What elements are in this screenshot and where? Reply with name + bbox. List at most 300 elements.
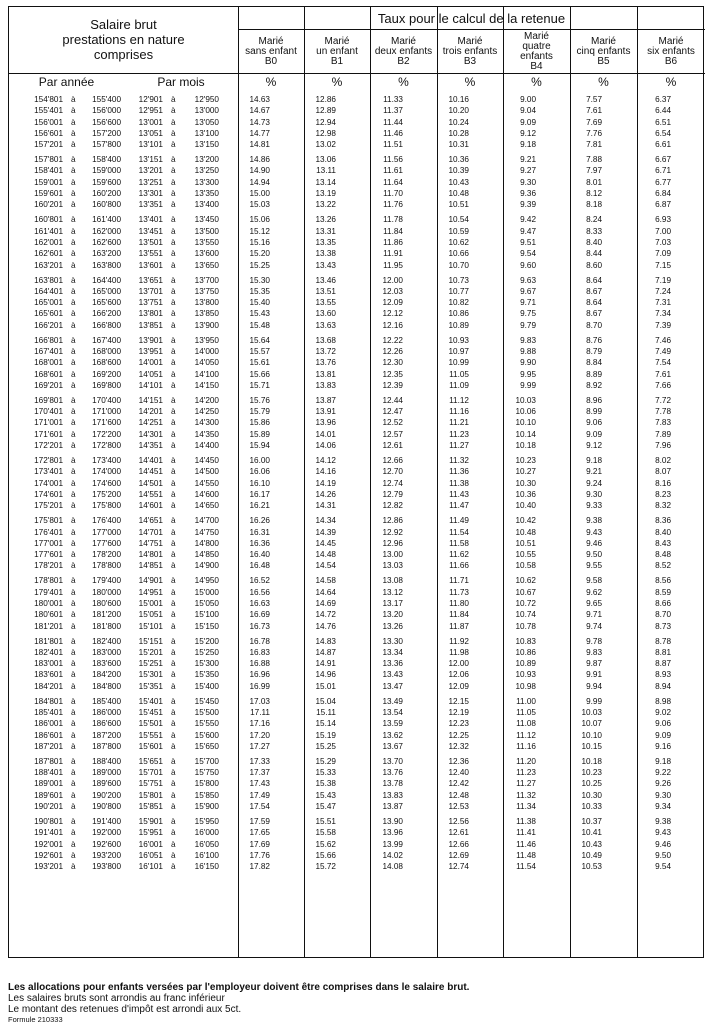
range-separator: à	[71, 346, 76, 356]
annual-from: 161'401	[34, 226, 63, 236]
monthly-from: 15'101	[138, 621, 163, 631]
monthly-from: 14'301	[138, 429, 163, 439]
table-row	[9, 790, 703, 801]
rate-b1: 14.69	[315, 598, 336, 608]
rate-b6: 8.07	[655, 467, 671, 477]
range-separator: à	[71, 429, 76, 439]
rate-b6: 6.87	[655, 200, 671, 210]
rate-b0: 15.76	[249, 395, 270, 405]
range-separator: à	[171, 708, 176, 718]
rate-b0: 15.64	[249, 335, 270, 345]
rate-b6: 9.09	[655, 730, 671, 740]
annual-to: 186'600	[92, 719, 121, 729]
rate-b4: 10.42	[515, 516, 536, 526]
rate-b2: 11.61	[383, 166, 403, 176]
rate-b4: 10.78	[515, 621, 536, 631]
table-row	[9, 756, 703, 767]
column-header-b5: Marié cinq enfants B5	[576, 36, 631, 67]
rate-b6: 6.93	[655, 215, 671, 225]
range-separator: à	[71, 561, 76, 571]
rate-b4: 9.54	[520, 249, 536, 259]
range-separator: à	[171, 335, 176, 345]
annual-to: 174'600	[92, 478, 121, 488]
rate-b5: 9.50	[586, 550, 602, 560]
table-row	[9, 455, 703, 466]
monthly-from: 15'651	[138, 756, 163, 766]
rate-b3: 12.40	[448, 768, 469, 778]
monthly-to: 15'350	[194, 670, 219, 680]
annual-from: 190'801	[34, 817, 63, 827]
monthly-to: 14'700	[194, 516, 219, 526]
rate-b3: 11.05	[449, 369, 469, 379]
range-separator: à	[71, 320, 76, 330]
rate-b3: 10.51	[448, 200, 469, 210]
annual-to: 166'200	[92, 309, 121, 319]
monthly-to: 13'900	[194, 320, 219, 330]
rate-b0: 15.89	[249, 429, 270, 439]
annual-from: 174'001	[34, 478, 63, 488]
rate-b1: 15.72	[315, 862, 336, 872]
annual-to: 193'200	[92, 850, 121, 860]
rate-b3: 11.38	[449, 478, 469, 488]
range-separator: à	[71, 286, 76, 296]
table-row	[9, 778, 703, 789]
annual-to: 171'000	[92, 407, 121, 417]
range-separator: à	[71, 489, 76, 499]
range-separator: à	[71, 598, 76, 608]
rate-b0: 17.76	[249, 850, 270, 860]
monthly-to: 15'850	[194, 790, 219, 800]
range-separator: à	[171, 237, 176, 247]
monthly-from: 14'051	[138, 369, 163, 379]
range-separator: à	[171, 346, 176, 356]
rate-b5: 8.33	[586, 226, 602, 236]
annual-to: 156'600	[92, 117, 121, 127]
range-separator: à	[171, 768, 176, 778]
footer-form-number: Formule 210333	[8, 1015, 63, 1024]
rate-b3: 10.24	[448, 117, 469, 127]
rate-b6: 7.72	[655, 395, 671, 405]
rate-b0: 16.78	[249, 636, 270, 646]
annual-to: 174'000	[92, 467, 121, 477]
table-row	[9, 801, 703, 812]
row-group	[9, 455, 703, 511]
salaire-brut-heading: Salaire brut prestations en nature comprises	[62, 17, 185, 62]
rate-b5: 9.91	[586, 670, 602, 680]
monthly-to: 15'100	[194, 610, 219, 620]
rate-b3: 10.77	[448, 286, 469, 296]
rate-b1: 13.06	[315, 155, 336, 165]
rate-b1: 15.43	[315, 790, 336, 800]
rate-b4: 11.46	[516, 839, 536, 849]
monthly-to: 15'700	[194, 756, 219, 766]
rate-b0: 17.20	[249, 730, 270, 740]
annual-to: 178'800	[92, 561, 121, 571]
rate-b1: 13.68	[315, 335, 336, 345]
rate-b5: 9.62	[586, 587, 602, 597]
annual-to: 163'200	[92, 249, 121, 259]
monthly-from: 14'201	[138, 407, 163, 417]
table-row	[9, 669, 703, 680]
table-row	[9, 335, 703, 346]
monthly-to: 15'650	[194, 741, 219, 751]
table-row	[9, 500, 703, 511]
rate-b1: 12.94	[315, 117, 336, 127]
rate-b1: 13.38	[315, 249, 336, 259]
monthly-from: 16'051	[138, 850, 163, 860]
rate-b4: 11.27	[516, 779, 536, 789]
rate-b6: 7.61	[655, 369, 671, 379]
table-row	[9, 707, 703, 718]
monthly-to: 14'050	[194, 358, 219, 368]
annual-from: 165'601	[34, 309, 63, 319]
rate-b5: 9.38	[586, 516, 602, 526]
rate-b5: 8.64	[586, 298, 602, 308]
annual-to: 187'200	[92, 730, 121, 740]
annual-from: 177'601	[34, 550, 63, 560]
table-row	[9, 177, 703, 188]
rate-b1: 15.62	[315, 839, 336, 849]
rate-b0: 16.21	[249, 501, 270, 511]
annual-from: 160'201	[34, 200, 63, 210]
rate-b0: 15.06	[249, 215, 270, 225]
annual-to: 172'800	[92, 441, 121, 451]
rate-b1: 14.31	[315, 501, 336, 511]
range-separator: à	[71, 839, 76, 849]
monthly-from: 15'901	[138, 817, 163, 827]
table-row	[9, 369, 703, 380]
rate-b2: 13.67	[382, 741, 403, 751]
rate-b5: 9.65	[586, 598, 602, 608]
range-separator: à	[71, 576, 76, 586]
range-separator: à	[71, 478, 76, 488]
monthly-to: 14'500	[194, 467, 219, 477]
rate-b6: 9.16	[655, 741, 671, 751]
rate-b6: 8.94	[655, 681, 671, 691]
rate-b1: 13.35	[315, 237, 336, 247]
annual-to: 180'000	[92, 587, 121, 597]
annual-to: 172'200	[92, 429, 121, 439]
rate-b3: 10.39	[448, 166, 469, 176]
annual-from: 171'601	[34, 429, 63, 439]
row-group	[9, 275, 703, 331]
rate-b5: 10.49	[581, 850, 602, 860]
annual-from: 159'601	[34, 189, 63, 199]
rate-b2: 13.78	[382, 779, 403, 789]
rate-b1: 13.91	[315, 407, 336, 417]
rate-b2: 12.74	[382, 478, 403, 488]
range-separator: à	[71, 358, 76, 368]
range-separator: à	[171, 598, 176, 608]
rate-b3: 11.92	[449, 636, 469, 646]
rate-b3: 11.32	[449, 456, 469, 466]
annual-from: 178'201	[34, 561, 63, 571]
rate-b4: 11.41	[516, 828, 536, 838]
monthly-to: 13'850	[194, 309, 219, 319]
monthly-from: 14'651	[138, 516, 163, 526]
rate-b6: 6.84	[655, 189, 671, 199]
monthly-to: 15'000	[194, 587, 219, 597]
monthly-to: 16'150	[194, 862, 219, 872]
rate-b0: 15.03	[249, 200, 270, 210]
monthly-to: 14'950	[194, 576, 219, 586]
range-separator: à	[71, 730, 76, 740]
range-separator: à	[171, 395, 176, 405]
rate-b6: 6.77	[655, 177, 671, 187]
footer-notes	[8, 982, 469, 1024]
rate-b5: 9.18	[586, 456, 602, 466]
annual-to: 191'400	[92, 817, 121, 827]
rate-b2: 12.82	[382, 501, 403, 511]
range-separator: à	[171, 756, 176, 766]
rate-b4: 10.27	[515, 467, 536, 477]
annual-to: 162'600	[92, 237, 121, 247]
annual-to: 170'400	[92, 395, 121, 405]
rate-b1: 13.51	[315, 286, 336, 296]
annual-from: 184'801	[34, 696, 63, 706]
range-separator: à	[71, 140, 76, 150]
annual-to: 180'600	[92, 598, 121, 608]
row-group	[9, 214, 703, 270]
rate-b6: 7.19	[655, 275, 671, 285]
header-divider	[238, 29, 705, 30]
rate-b5: 8.67	[586, 309, 602, 319]
monthly-from: 15'401	[138, 696, 163, 706]
monthly-from: 13'951	[138, 346, 163, 356]
table-row	[9, 357, 703, 368]
table-row	[9, 560, 703, 571]
rate-b0: 15.79	[249, 407, 270, 417]
rate-b5: 9.21	[586, 467, 602, 477]
rate-b1: 14.87	[315, 647, 336, 657]
table-row	[9, 827, 703, 838]
range-separator: à	[171, 106, 176, 116]
rate-b5: 8.24	[586, 215, 602, 225]
annual-to: 190'800	[92, 802, 121, 812]
monthly-from: 14'551	[138, 489, 163, 499]
table-row	[9, 406, 703, 417]
range-separator: à	[171, 320, 176, 330]
range-separator: à	[171, 730, 176, 740]
monthly-from: 14'501	[138, 478, 163, 488]
monthly-to: 14'250	[194, 407, 219, 417]
rate-b5: 8.44	[586, 249, 602, 259]
monthly-from: 13'001	[138, 117, 163, 127]
rate-b3: 12.06	[448, 670, 469, 680]
range-separator: à	[71, 802, 76, 812]
rate-b4: 9.88	[520, 346, 536, 356]
rate-b5: 10.37	[581, 817, 602, 827]
rate-b1: 13.14	[315, 177, 336, 187]
rate-b0: 14.86	[249, 155, 270, 165]
rate-b1: 13.87	[315, 395, 336, 405]
annual-from: 162'001	[34, 237, 63, 247]
rate-b3: 11.66	[449, 561, 469, 571]
range-separator: à	[71, 215, 76, 225]
rate-b6: 8.36	[655, 516, 671, 526]
rate-b6: 7.15	[655, 260, 671, 270]
range-separator: à	[171, 621, 176, 631]
percent-label: %	[531, 75, 542, 89]
table-row	[9, 237, 703, 248]
annual-from: 183'001	[34, 659, 63, 669]
table-row	[9, 767, 703, 778]
rate-b3: 12.32	[448, 741, 469, 751]
rate-b4: 10.14	[515, 429, 536, 439]
rate-b6: 9.02	[655, 708, 671, 718]
rate-b3: 11.36	[449, 467, 469, 477]
annual-from: 183'601	[34, 670, 63, 680]
rate-b4: 10.58	[515, 561, 536, 571]
rate-b4: 10.03	[515, 395, 536, 405]
percent-label: %	[598, 75, 609, 89]
rate-b2: 12.92	[382, 527, 403, 537]
annual-to: 166'800	[92, 320, 121, 330]
monthly-to: 14'000	[194, 346, 219, 356]
monthly-from: 13'351	[138, 200, 163, 210]
range-separator: à	[71, 456, 76, 466]
range-separator: à	[171, 850, 176, 860]
table-row	[9, 188, 703, 199]
monthly-from: 13'901	[138, 335, 163, 345]
rate-b0: 15.66	[249, 369, 270, 379]
annual-to: 157'800	[92, 140, 121, 150]
rate-b0: 15.35	[249, 286, 270, 296]
rate-b4: 10.83	[515, 636, 536, 646]
range-separator: à	[71, 741, 76, 751]
percent-label: %	[464, 75, 476, 89]
taux-heading: Taux pour le calcul de la retenue	[377, 11, 566, 26]
rate-b5: 10.03	[581, 708, 602, 718]
rate-b2: 11.33	[383, 95, 403, 104]
rate-b2: 12.47	[382, 407, 403, 417]
range-separator: à	[171, 681, 176, 691]
rate-b4: 10.23	[515, 456, 536, 466]
annual-from: 185'401	[34, 708, 63, 718]
annual-from: 173'401	[34, 467, 63, 477]
table-row	[9, 861, 703, 872]
rate-b5: 9.06	[586, 418, 602, 428]
monthly-to: 14'400	[194, 441, 219, 451]
range-separator: à	[71, 395, 76, 405]
monthly-from: 13'201	[138, 166, 163, 176]
table-row	[9, 429, 703, 440]
annual-to: 169'200	[92, 369, 121, 379]
table-row	[9, 598, 703, 609]
rate-b4: 10.51	[515, 538, 536, 548]
rate-b3: 10.62	[448, 237, 469, 247]
monthly-to: 14'800	[194, 538, 219, 548]
rate-b2: 13.03	[382, 561, 403, 571]
rate-b5: 10.25	[581, 779, 602, 789]
row-group	[9, 395, 703, 451]
range-separator: à	[71, 587, 76, 597]
range-separator: à	[171, 828, 176, 838]
rate-b0: 14.94	[249, 177, 270, 187]
range-separator: à	[171, 862, 176, 872]
monthly-from: 13'801	[138, 309, 163, 319]
rate-b6: 9.30	[655, 790, 671, 800]
rate-b3: 10.16	[448, 95, 469, 104]
annual-from: 169'801	[34, 395, 63, 405]
rate-b2: 12.57	[382, 429, 403, 439]
rate-b2: 13.20	[382, 610, 403, 620]
range-separator: à	[71, 779, 76, 789]
table-row	[9, 587, 703, 598]
rate-b3: 10.70	[448, 260, 469, 270]
rate-b3: 11.62	[449, 550, 469, 560]
rate-b3: 12.74	[448, 862, 469, 872]
range-separator: à	[71, 166, 76, 176]
rate-b1: 14.16	[315, 467, 336, 477]
monthly-from: 15'601	[138, 741, 163, 751]
rate-b1: 15.14	[315, 719, 336, 729]
rate-b2: 12.86	[382, 516, 403, 526]
table-row	[9, 286, 703, 297]
monthly-from: 14'101	[138, 380, 163, 390]
annual-from: 177'001	[34, 538, 63, 548]
annual-from: 188'401	[34, 768, 63, 778]
annual-to: 182'400	[92, 636, 121, 646]
rate-b5: 9.30	[586, 489, 602, 499]
range-separator: à	[71, 117, 76, 127]
rate-b6: 8.66	[655, 598, 671, 608]
rate-b4: 10.48	[515, 527, 536, 537]
monthly-from: 15'001	[138, 598, 163, 608]
rate-b4: 9.51	[520, 237, 536, 247]
rate-b4: 9.09	[520, 117, 536, 127]
monthly-to: 13'450	[194, 215, 219, 225]
range-separator: à	[171, 610, 176, 620]
annual-from: 192'001	[34, 839, 63, 849]
monthly-to: 13'350	[194, 189, 219, 199]
range-separator: à	[171, 249, 176, 259]
rate-b3: 10.82	[448, 298, 469, 308]
rate-b3: 12.25	[448, 730, 469, 740]
range-separator: à	[71, 309, 76, 319]
rate-b6: 6.54	[655, 128, 671, 138]
annual-to: 184'200	[92, 670, 121, 680]
monthly-to: 14'350	[194, 429, 219, 439]
range-separator: à	[71, 527, 76, 537]
monthly-to: 15'250	[194, 647, 219, 657]
rate-b5: 10.33	[581, 802, 602, 812]
monthly-to: 13'250	[194, 166, 219, 176]
rate-b6: 8.73	[655, 621, 671, 631]
monthly-from: 15'151	[138, 636, 163, 646]
rate-b1: 14.91	[315, 659, 336, 669]
range-separator: à	[71, 106, 76, 116]
annual-from: 163'801	[34, 275, 63, 285]
rate-b1: 12.89	[315, 106, 336, 116]
rate-b4: 9.12	[520, 128, 536, 138]
rate-b6: 9.06	[655, 719, 671, 729]
monthly-to: 13'300	[194, 177, 219, 187]
rate-b4: 11.48	[516, 850, 536, 860]
rate-b2: 11.51	[383, 140, 403, 150]
percent-label: %	[265, 75, 277, 89]
monthly-from: 13'601	[138, 260, 163, 270]
rate-b5: 9.83	[586, 647, 602, 657]
row-group	[9, 575, 703, 631]
rate-b2: 13.36	[382, 659, 403, 669]
rate-b2: 11.44	[383, 117, 403, 127]
range-separator: à	[171, 407, 176, 417]
rate-b4: 9.36	[520, 189, 536, 199]
annual-from: 165'001	[34, 298, 63, 308]
percent-label: %	[665, 75, 677, 89]
rate-b3: 12.53	[448, 802, 469, 812]
